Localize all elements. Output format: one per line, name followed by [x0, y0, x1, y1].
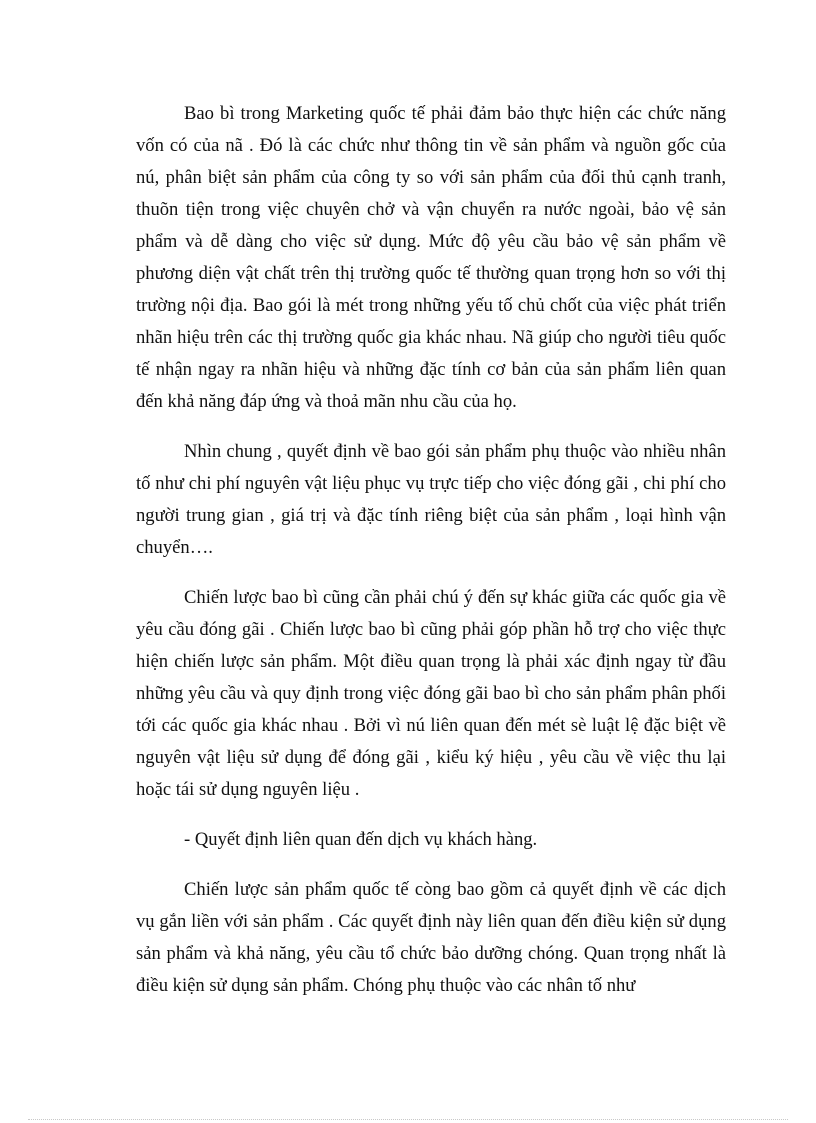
- paragraph-packaging-decision: Nhìn chung , quyết định về bao gói sản phẩm phụ thuộc vào nhiều nhân tố như chi phí nguyên vật liệu phục vụ trực tiếp cho việc đóng gãi , chi phí cho người trung gian , giá trị và đặc tính riêng biệt của sản phẩm , loại hình vận chuyển….: [136, 441, 726, 558]
- bullet-customer-service: - Quyết định liên quan đến dịch vụ khách hàng.: [184, 829, 538, 850]
- page-bottom-rule: [28, 1119, 788, 1120]
- paragraph-packaging-strategy: Chiến lược bao bì cũng cần phải chú ý đến sự khác giữa các quốc gia về yêu cầu đóng gãi . Chiến lược bao bì cũng phải góp phần hỗ trợ cho việc thực hiện chiến lược sản phẩm. Một điều quan trọng là phải xác định ngay từ đầu những yêu cầu và quy định trong việc đóng gãi bao bì cho sản phẩm phân phối tới các quốc gia khác nhau . Bởi vì nú liên quan đến mét sè luật lệ đặc biệt về nguyên vật liệu sử dụng để đóng gãi , kiểu ký hiệu , yêu cầu về việc thu lại hoặc tái sử dụng nguyên liệu .: [136, 587, 726, 800]
- paragraph-packaging-functions: Bao bì trong Marketing quốc tế phải đảm bảo thực hiện các chức năng vốn có của nã . Đó là các chức như thông tin về sản phẩm và nguồn gốc của nú, phân biệt sản phẩm của công ty so với sản phẩm của đối thủ cạnh tranh, thuõn tiện trong việc chuyên chở và vận chuyển ra nước ngoài, bảo vệ sản phẩm và dễ dàng cho việc sử dụng. Mức độ yêu cầu bảo vệ sản phẩm về phương diện vật chất trên thị trường quốc tế thường quan trọng hơn so với thị trường nội địa. Bao gói là mét trong những yếu tố chủ chốt của việc phát triển nhãn hiệu trên các thị trường quốc gia khác nhau. Nã giúp cho người tiêu quốc tế nhận ngay ra nhãn hiệu và những đặc tính cơ bản của sản phẩm liên quan đến khả năng đáp ứng và thoả mãn nhu cầu của họ.: [136, 103, 726, 412]
- paragraph-product-services: Chiến lược sản phẩm quốc tế còng bao gồm cả quyết định về các dịch vụ gắn liền với sản phẩm . Các quyết định này liên quan đến điều kiện sử dụng sản phẩm và khả năng, yêu cầu tổ chức bảo dưỡng chóng. Quan trọng nhất là điều kiện sử dụng sản phẩm. Chóng phụ thuộc vào các nhân tố như: [136, 879, 726, 996]
- document-page: [136, 98, 726, 1002]
